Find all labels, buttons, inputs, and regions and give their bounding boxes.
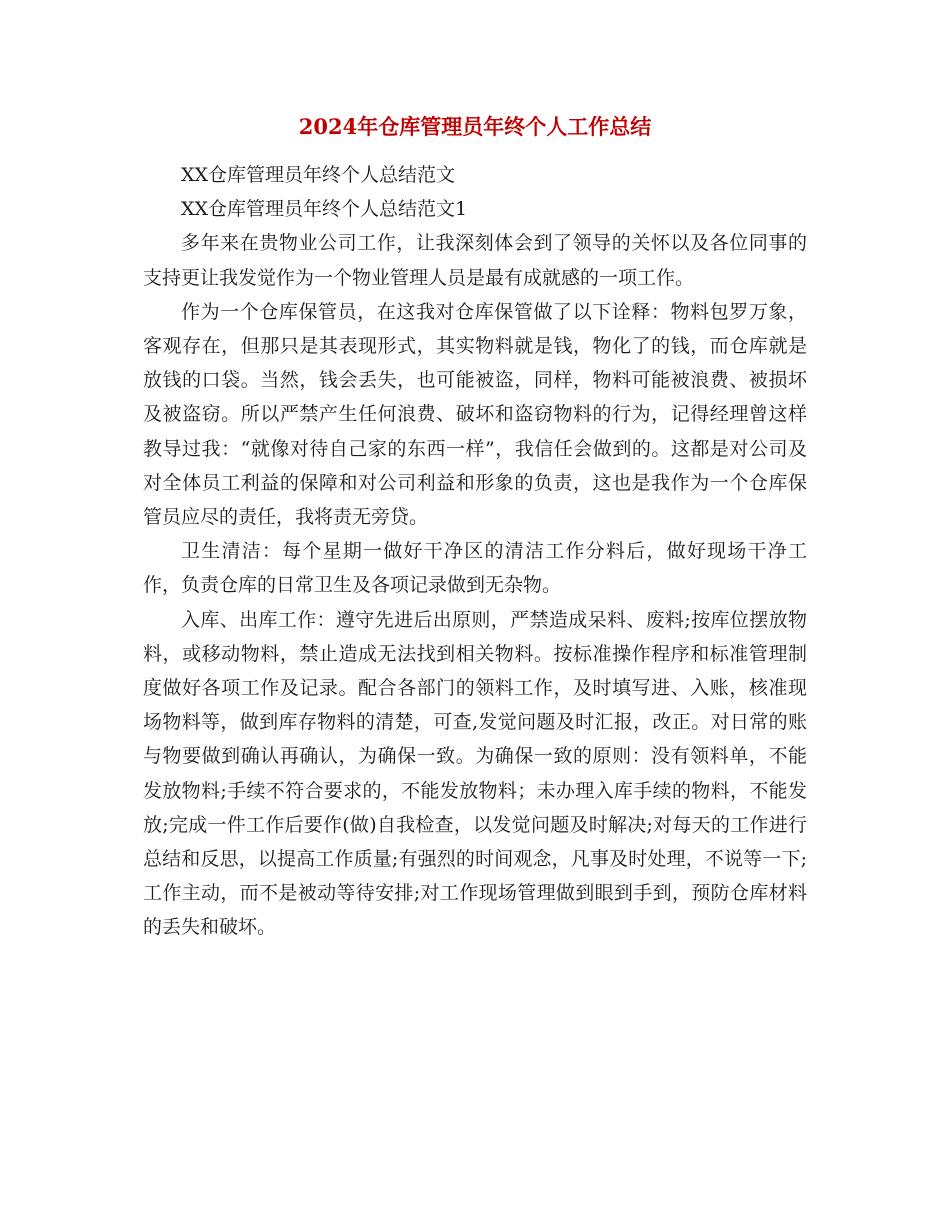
paragraph-subtitle-1: XX仓库管理员年终个人总结范文1 — [181, 198, 468, 221]
paragraph-cleaning: 卫生清洁：每个星期一做好干净区的清洁工作分料后，做好现场干净工作，负责仓库的日常卫生及各项记录做到无杂物。 — [143, 540, 807, 597]
document-title: 2024年仓库管理员年终个人工作总结 — [298, 114, 652, 139]
paragraph-inbound-outbound: 入库、出库工作：遵守先进后出原则，严禁造成呆料、废料;按库位摆放物料，或移动物料，禁止造成无法找到相关物料。按标准操作程序和标准管理制度做好各项工作及记录。配合各部门的领料工作，及时填写进、入账，核准现场物料等，做到库存物料的清楚，可查,发觉问题及时汇报，改正。对日常的账与物要做到确认再确认，为确保一致。为确保一致的原则：没有领料单，不能发放物料;手续不符合要求的，不能发放物料；未办理入库手续的物料，不能发放;完成一件工作后要作(做)自我检查，以发觉问题及时解决;对每天的工作进行总结和反思，以提高工作质量;有强烈的时间观念，凡事及时处理，不说等一下;工作主动，而不是被动等待安排;对工作现场管理做到眼到手到，预防仓库材料的丢失和破坏。 — [143, 608, 807, 939]
document-body — [143, 158, 807, 945]
paragraph-subtitle: XX仓库管理员年终个人总结范文 — [181, 164, 456, 186]
paragraph-intro: 多年来在贵物业公司工作，让我深刻体会到了领导的关怀以及各位同事的支持更让我发觉作为一个物业管理人员是最有成就感的一项工作。 — [143, 232, 807, 289]
paragraph-keeper-role: 作为一个仓库保管员，在这我对仓库保管做了以下诠释：物料包罗万象，客观存在，但那只是其表现形式，其实物料就是钱，物化了的钱，而仓库就是放钱的口袋。当然，钱会丢失，也可能被盗，同样，物料可能被浪费、被损坏及被盗窃。所以严禁产生任何浪费、破坏和盗窃物料的行为，记得经理曾这样教导过我：“就像对待自己家的东西一样”，我信任会做到的。这都是对公司及对全体员工利益的保障和对公司利益和形象的负责，这也是我作为一个仓库保管员应尽的责任，我将责无旁贷。 — [143, 300, 807, 529]
